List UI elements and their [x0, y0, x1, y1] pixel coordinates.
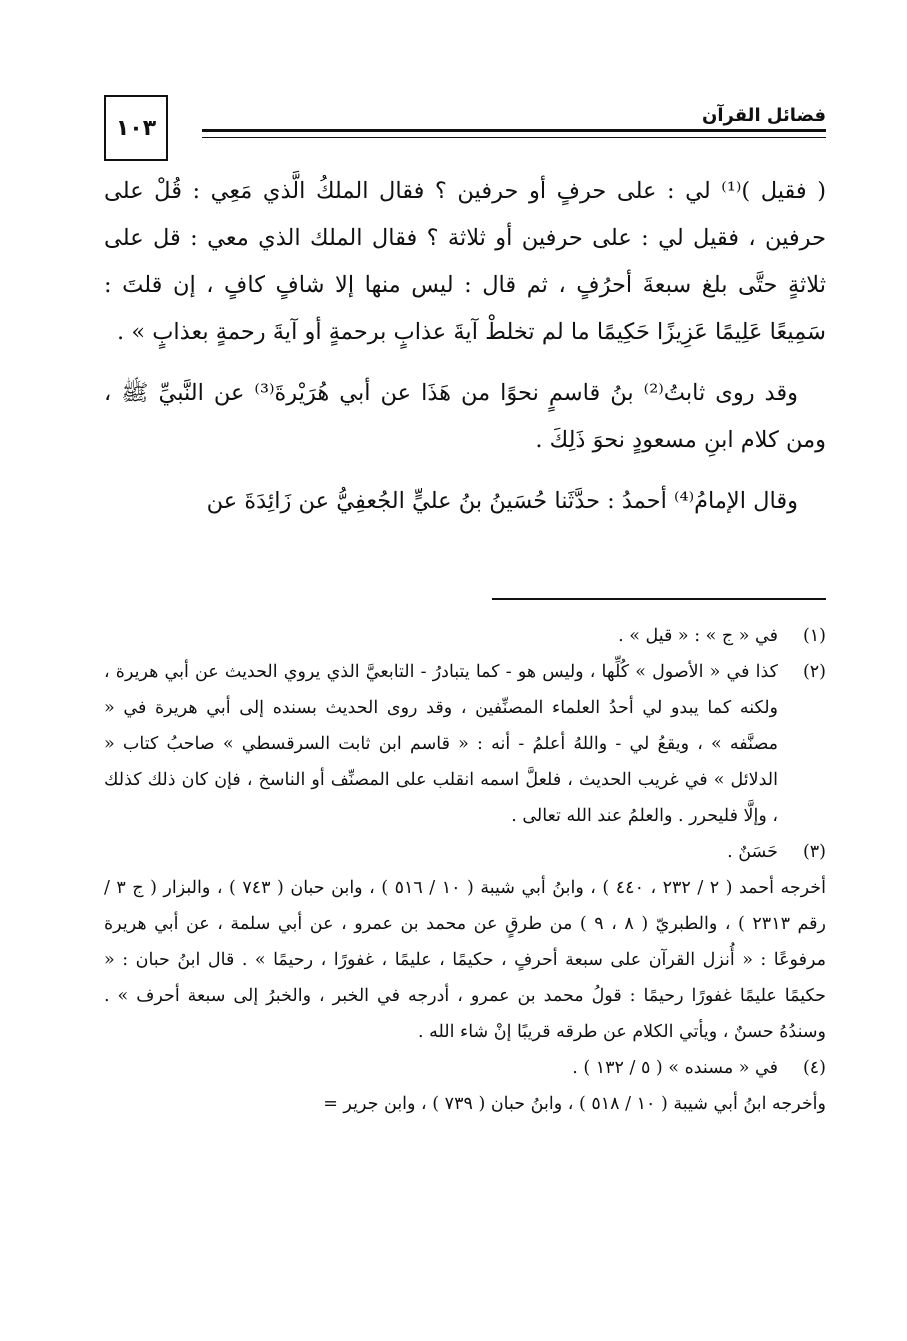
footnote-text: في « ج » : « قيل » . — [618, 626, 778, 646]
header-rule-thin — [202, 137, 826, 138]
footnote — [104, 618, 826, 654]
footnote-text: حَسَنٌ . — [727, 842, 778, 862]
footnote-number: (٤) — [802, 1058, 826, 1078]
footnote-number: (٣) — [802, 842, 826, 862]
footnote-number: (٢) — [802, 662, 826, 682]
footnote-text: كذا في « الأصول » كُلِّها ، وليس هو - كما يتبادرُ - التابعيَّ الذي يروي الحديث عن أبي هريرة ، ولكنه كما يبدو لي أحدُ العلماء المصنِّفين ، وقد روى الحديث بسنده إلى أبي هريرة في « مصنَّفه » ، ويقعُ لي - واللهُ أعلمُ - أنه : « قاسم ابن ثابت السرقسطي » صاحبُ كتاب « الدلائل » في غريب الحديث ، فلعلَّ اسمه انقلب على المصنِّف أو الناسخ ، فإن كان ذلك كذلك ، وإلَّا فليحرر . والعلمُ عند الله تعالى . — [104, 662, 778, 826]
footnote-separator — [492, 598, 826, 600]
footnote — [104, 834, 826, 870]
footnote — [104, 654, 826, 834]
footnote — [104, 1050, 826, 1086]
footnote-continuation: وأخرجه ابنُ أبي شيبة ( ١٠ / ٥١٨ ) ، وابنُ حبان ( ٧٣٩ ) ، وابن جرير = — [323, 1094, 826, 1114]
footnotes — [104, 618, 826, 1122]
main-paragraph: ( فقيل )⁽¹⁾ لي : على حرفٍ أو حرفين ؟ فقال الملكُ الَّذي مَعِي : قُلْ على حرفين ، فقيل لي : على حرفين أو ثلاثة ؟ فقال الملك الذي معي : قل على ثلاثةٍ حتَّى بلغ سبعةَ أحرُفٍ ، ثم قال : ليس منها إلا شافٍ كافٍ ، إن قلتَ : سَمِيعًا عَلِيمًا عَزِيزًا حَكِيمًا ما لم تخلطْ آيةَ عذابٍ برحمةٍ أو آيةَ رحمةٍ بعذابٍ » . — [104, 178, 826, 345]
footnote-text: في « مسنده » ( ٥ / ١٣٢ ) . — [572, 1058, 778, 1078]
page-number: ١٠٣ — [104, 95, 168, 161]
main-paragraph: وقد روى ثابتُ⁽²⁾ بنُ قاسمٍ نحوًا من هَذَا عن أبي هُرَيْرةَ⁽³⁾ عن النَّبيِّ ﷺ ، ومن كلام ابنِ مسعودٍ نحوَ ذَلِكَ . — [104, 380, 826, 453]
main-text — [104, 168, 826, 525]
main-paragraph: وقال الإمامُ⁽⁴⁾ أحمدُ : حدَّثَنا حُسَينُ بنُ عليٍّ الجُعفِيُّ عن زَائِدَةَ عن — [206, 488, 798, 514]
footnote-continuation: أخرجه أحمد ( ٢ / ٢٣٢ ، ٤٤٠ ) ، وابنُ أبي شيبة ( ١٠ / ٥١٦ ) ، وابن حبان ( ٧٤٣ ) ، والبزار ( ج ٣ / رقم ٢٣١٣ ) ، والطبريّ ( ٨ ، ٩ ) من طرقٍ عن محمد بن عمرو ، عن أبي سلمة ، عن أبي هريرة مرفوعًا : « أُنزل القرآن على سبعة أحرفٍ ، حكيمًا ، عليمًا ، غفورًا ، رحيمًا » . قال ابنُ حبان : « حكيمًا عليمًا غفورًا رحيمًا : قولُ محمد بن عمرو ، أدرجه في الخبر ، والخبرُ إلى سبعة أحرف » . وسندُهُ حسنٌ ، ويأتي الكلام عن طرقه قريبًا إنْ شاء الله . — [104, 878, 826, 1042]
footnote-number: (١) — [802, 626, 826, 646]
page-header — [104, 95, 826, 165]
header-rule-thick — [202, 129, 826, 132]
running-title: فضائل القرآن — [702, 105, 826, 126]
